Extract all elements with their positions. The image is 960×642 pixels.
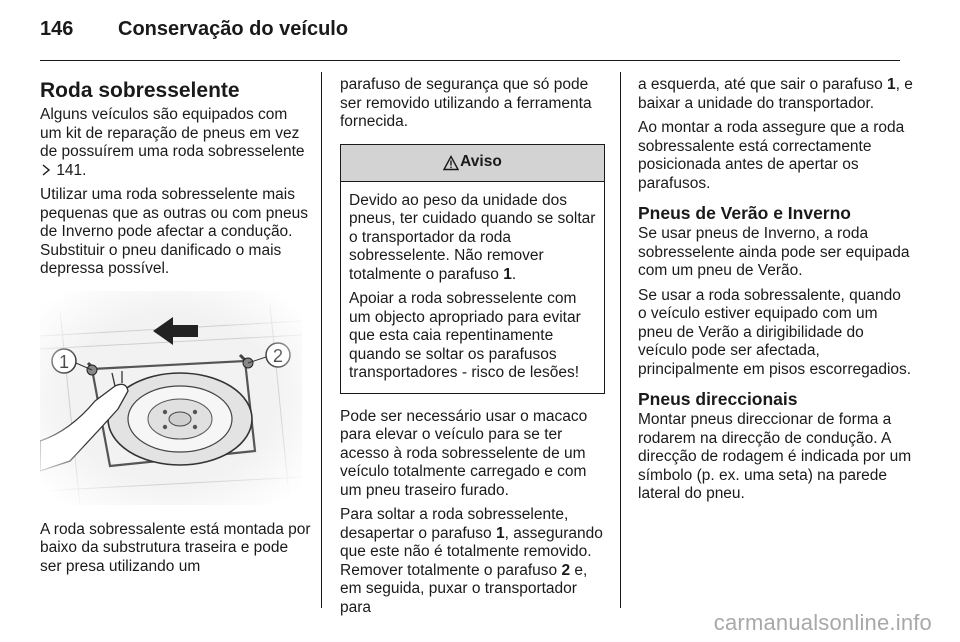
header-rule [40, 60, 900, 61]
paragraph-spare-mounted: A roda sobressalente está montada por baixo da substrutura traseira e pode ser presa utilizando um [40, 520, 311, 575]
warning-paragraph-1: Devido ao peso da unidade dos pneus, ter cuidado quando se soltar o transportador da roda sobresselente. Não remover totalmente o parafuso 1. [349, 191, 596, 283]
page-number: 146 [40, 18, 74, 40]
paragraph-directional: Montar pneus direccionar de forma a rodarem na direcção de condução. A direcção de rodagem é indicada por um símbolo (p. ex. uma seta) na parede lateral do pneu. [638, 411, 912, 502]
page-ref-arrow-icon [40, 163, 52, 175]
column-1 [40, 76, 312, 582]
warning-box [340, 144, 605, 394]
paragraph-handling: Se usar a roda sobressalente, quando o veículo estiver equipado com um pneu de Verão a dirigibilidade do veículo pode ser afectada, principalmente em pisos escorregadios. [638, 286, 912, 378]
paragraph-lower-carrier: a esquerda, até que sair o parafuso 1, e baixar a unidade do transportador. [638, 76, 913, 112]
warning-title: Aviso [460, 153, 502, 171]
column-3 [638, 76, 913, 510]
column-divider-1 [321, 72, 322, 608]
paragraph-mounting: Ao montar a roda assegure que a roda sobressalente está correctamente posicionada antes de apertar os parafusos. [638, 119, 905, 192]
watermark: carmanualsonline.info [713, 610, 932, 635]
warning-body [341, 182, 604, 393]
column-divider-2 [620, 72, 621, 608]
heading-summer-winter-tyres: Pneus de Verão e Inverno [638, 203, 851, 223]
chapter-title: Conservação do veículo [118, 18, 349, 40]
page-header [40, 18, 920, 60]
column-2 [340, 76, 605, 623]
warning-paragraph-2: Apoiar a roda sobresselente com um objecto apropriado para evitar que esta caia repentinamente quando se soltar os parafusos transportadores - risco de lesões! [349, 290, 581, 381]
heading-directional-tyres: Pneus direccionais [638, 389, 798, 409]
section-title-spare-wheel: Roda sobresselente [40, 79, 240, 102]
page-ref: 141. [56, 161, 87, 179]
warning-header [341, 145, 604, 182]
paragraph-security-bolt: parafuso de segurança que só pode ser removido utilizando a ferramenta fornecida. [340, 76, 592, 130]
warning-triangle-icon [443, 155, 459, 171]
paragraph-jack: Pode ser necessário usar o macaco para elevar o veículo para se ter acesso à roda sobresselente de um veículo totalmente carregado e com um pneu traseiro furado. [340, 407, 588, 499]
paragraph-winter-tyres: Se usar pneus de Inverno, a roda sobresselente ainda pode ser equipada com um pneu de Verão. [638, 225, 910, 279]
paragraph-release-spare: Para soltar a roda sobresselente, desapertar o parafuso 1, assegurando que este não é totalmente removido. Remover totalmente o parafuso 2 e, em seguida, puxar o transportador para [340, 506, 603, 616]
paragraph-smaller-spare: Utilizar uma roda sobresselente mais pequenas que as outras ou com pneus de Inverno pode afectar a condução. Substituir o pneu danificado o mais depressa possível. [40, 186, 308, 277]
spare-wheel-illustration [40, 291, 302, 505]
paragraph-repair-kit: Alguns veículos são equipados com um kit de reparação de pneus em vez de possuírem uma roda sobresselente 141. [40, 106, 305, 179]
